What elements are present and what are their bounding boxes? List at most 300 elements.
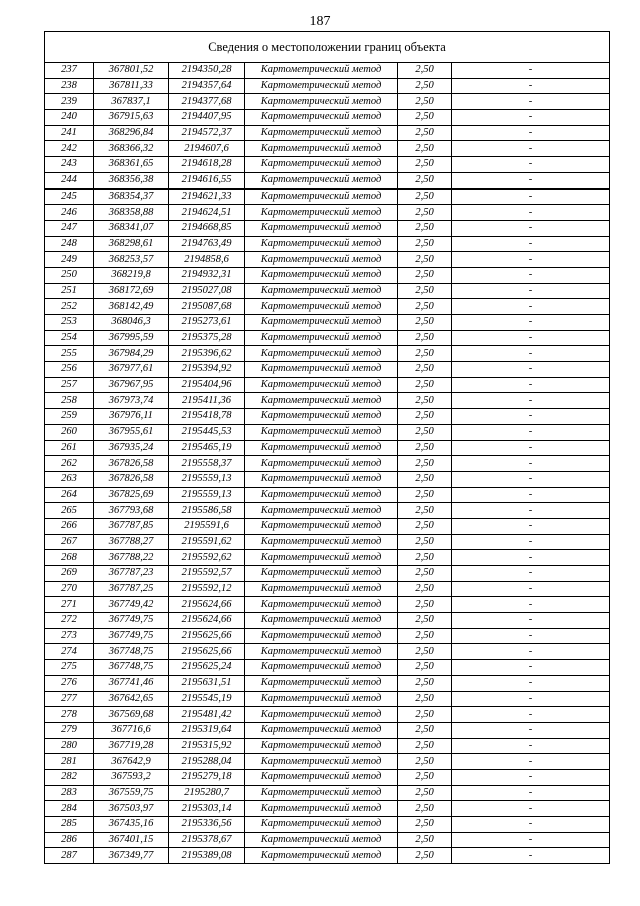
table-row [45, 267, 610, 283]
x-coordinate-cell: 367837,1 [94, 94, 169, 110]
method-cell: Картометрический метод [245, 440, 398, 456]
y-coordinate-cell: 2195625,66 [169, 628, 245, 644]
table-row [45, 283, 610, 299]
description-cell: - [452, 63, 610, 79]
description-cell: - [452, 848, 610, 864]
table-row [45, 801, 610, 817]
table-row [45, 456, 610, 472]
x-coordinate-cell: 368298,61 [94, 236, 169, 252]
table-row [45, 691, 610, 707]
point-number-cell: 262 [45, 456, 94, 472]
y-coordinate-cell: 2195624,66 [169, 613, 245, 629]
method-cell: Картометрический метод [245, 299, 398, 315]
y-coordinate-cell: 2194618,28 [169, 157, 245, 173]
accuracy-cell: 2,50 [398, 252, 452, 268]
point-number-cell: 251 [45, 283, 94, 299]
x-coordinate-cell: 367503,97 [94, 801, 169, 817]
method-cell: Картометрический метод [245, 393, 398, 409]
accuracy-cell: 2,50 [398, 189, 452, 205]
accuracy-cell: 2,50 [398, 722, 452, 738]
method-cell: Картометрический метод [245, 487, 398, 503]
method-cell: Картометрический метод [245, 189, 398, 205]
method-cell: Картометрический метод [245, 550, 398, 566]
accuracy-cell: 2,50 [398, 691, 452, 707]
accuracy-cell: 2,50 [398, 675, 452, 691]
table-row [45, 205, 610, 221]
description-cell: - [452, 471, 610, 487]
y-coordinate-cell: 2194357,64 [169, 78, 245, 94]
y-coordinate-cell: 2195481,42 [169, 707, 245, 723]
y-coordinate-cell: 2195378,67 [169, 832, 245, 848]
table-header-row [45, 32, 610, 63]
description-cell: - [452, 110, 610, 126]
y-coordinate-cell: 2195586,58 [169, 503, 245, 519]
description-cell: - [452, 236, 610, 252]
y-coordinate-cell: 2194668,85 [169, 220, 245, 236]
method-cell: Картометрический метод [245, 848, 398, 864]
table-title: Сведения о местоположении границ объекта [45, 32, 610, 63]
description-cell: - [452, 157, 610, 173]
x-coordinate-cell: 368366,32 [94, 141, 169, 157]
table-row [45, 660, 610, 676]
description-cell: - [452, 409, 610, 425]
accuracy-cell: 2,50 [398, 362, 452, 378]
description-cell: - [452, 613, 610, 629]
x-coordinate-cell: 367741,46 [94, 675, 169, 691]
x-coordinate-cell: 367719,28 [94, 738, 169, 754]
description-cell: - [452, 503, 610, 519]
description-cell: - [452, 172, 610, 188]
y-coordinate-cell: 2195591,6 [169, 518, 245, 534]
method-cell: Картометрический метод [245, 817, 398, 833]
description-cell: - [452, 754, 610, 770]
table-row [45, 707, 610, 723]
point-number-cell: 278 [45, 707, 94, 723]
x-coordinate-cell: 367593,2 [94, 769, 169, 785]
table-row [45, 581, 610, 597]
description-cell: - [452, 299, 610, 315]
description-cell: - [452, 832, 610, 848]
method-cell: Картометрический метод [245, 660, 398, 676]
description-cell: - [452, 189, 610, 205]
y-coordinate-cell: 2194763,49 [169, 236, 245, 252]
table-row [45, 848, 610, 864]
table-row [45, 362, 610, 378]
accuracy-cell: 2,50 [398, 220, 452, 236]
table-body [45, 63, 610, 864]
accuracy-cell: 2,50 [398, 424, 452, 440]
accuracy-cell: 2,50 [398, 754, 452, 770]
x-coordinate-cell: 367642,65 [94, 691, 169, 707]
point-number-cell: 264 [45, 487, 94, 503]
table-row [45, 487, 610, 503]
point-number-cell: 238 [45, 78, 94, 94]
accuracy-cell: 2,50 [398, 848, 452, 864]
table-row [45, 125, 610, 141]
x-coordinate-cell: 367559,75 [94, 785, 169, 801]
x-coordinate-cell: 367826,58 [94, 471, 169, 487]
y-coordinate-cell: 2194607,6 [169, 141, 245, 157]
table-row [45, 299, 610, 315]
x-coordinate-cell: 368296,84 [94, 125, 169, 141]
method-cell: Картометрический метод [245, 424, 398, 440]
table-row [45, 597, 610, 613]
method-cell: Картометрический метод [245, 722, 398, 738]
method-cell: Картометрический метод [245, 330, 398, 346]
accuracy-cell: 2,50 [398, 801, 452, 817]
x-coordinate-cell: 367748,75 [94, 644, 169, 660]
y-coordinate-cell: 2195303,14 [169, 801, 245, 817]
table-row [45, 172, 610, 188]
point-number-cell: 253 [45, 315, 94, 331]
point-number-cell: 252 [45, 299, 94, 315]
point-number-cell: 249 [45, 252, 94, 268]
y-coordinate-cell: 2194377,68 [169, 94, 245, 110]
method-cell: Картометрический метод [245, 94, 398, 110]
description-cell: - [452, 456, 610, 472]
point-number-cell: 258 [45, 393, 94, 409]
description-cell: - [452, 628, 610, 644]
x-coordinate-cell: 367749,42 [94, 597, 169, 613]
point-number-cell: 260 [45, 424, 94, 440]
method-cell: Картометрический метод [245, 785, 398, 801]
point-number-cell: 240 [45, 110, 94, 126]
table-row [45, 550, 610, 566]
accuracy-cell: 2,50 [398, 518, 452, 534]
y-coordinate-cell: 2195273,61 [169, 315, 245, 331]
y-coordinate-cell: 2195559,13 [169, 471, 245, 487]
description-cell: - [452, 283, 610, 299]
point-number-cell: 282 [45, 769, 94, 785]
y-coordinate-cell: 2194407,95 [169, 110, 245, 126]
y-coordinate-cell: 2195027,08 [169, 283, 245, 299]
description-cell: - [452, 78, 610, 94]
x-coordinate-cell: 368046,3 [94, 315, 169, 331]
description-cell: - [452, 817, 610, 833]
table-row [45, 644, 610, 660]
description-cell: - [452, 801, 610, 817]
accuracy-cell: 2,50 [398, 581, 452, 597]
point-number-cell: 250 [45, 267, 94, 283]
y-coordinate-cell: 2195591,62 [169, 534, 245, 550]
point-number-cell: 265 [45, 503, 94, 519]
description-cell: - [452, 94, 610, 110]
table-row [45, 94, 610, 110]
accuracy-cell: 2,50 [398, 550, 452, 566]
table-row [45, 566, 610, 582]
accuracy-cell: 2,50 [398, 78, 452, 94]
y-coordinate-cell: 2195394,92 [169, 362, 245, 378]
method-cell: Картометрический метод [245, 377, 398, 393]
description-cell: - [452, 738, 610, 754]
accuracy-cell: 2,50 [398, 785, 452, 801]
accuracy-cell: 2,50 [398, 613, 452, 629]
x-coordinate-cell: 367401,15 [94, 832, 169, 848]
point-number-cell: 270 [45, 581, 94, 597]
method-cell: Картометрический метод [245, 315, 398, 331]
accuracy-cell: 2,50 [398, 487, 452, 503]
point-number-cell: 239 [45, 94, 94, 110]
point-number-cell: 275 [45, 660, 94, 676]
description-cell: - [452, 205, 610, 221]
method-cell: Картометрический метод [245, 769, 398, 785]
y-coordinate-cell: 2195315,92 [169, 738, 245, 754]
description-cell: - [452, 597, 610, 613]
point-number-cell: 267 [45, 534, 94, 550]
accuracy-cell: 2,50 [398, 172, 452, 188]
description-cell: - [452, 440, 610, 456]
accuracy-cell: 2,50 [398, 267, 452, 283]
accuracy-cell: 2,50 [398, 628, 452, 644]
y-coordinate-cell: 2195625,24 [169, 660, 245, 676]
method-cell: Картометрический метод [245, 220, 398, 236]
y-coordinate-cell: 2195465,19 [169, 440, 245, 456]
table-row [45, 754, 610, 770]
x-coordinate-cell: 367749,75 [94, 628, 169, 644]
accuracy-cell: 2,50 [398, 377, 452, 393]
table-row [45, 141, 610, 157]
accuracy-cell: 2,50 [398, 738, 452, 754]
table-row [45, 424, 610, 440]
accuracy-cell: 2,50 [398, 503, 452, 519]
x-coordinate-cell: 367787,25 [94, 581, 169, 597]
accuracy-cell: 2,50 [398, 330, 452, 346]
accuracy-cell: 2,50 [398, 817, 452, 833]
point-number-cell: 274 [45, 644, 94, 660]
x-coordinate-cell: 367788,22 [94, 550, 169, 566]
method-cell: Картометрический метод [245, 644, 398, 660]
table-row [45, 220, 610, 236]
point-number-cell: 248 [45, 236, 94, 252]
method-cell: Картометрический метод [245, 754, 398, 770]
accuracy-cell: 2,50 [398, 346, 452, 362]
x-coordinate-cell: 367935,24 [94, 440, 169, 456]
description-cell: - [452, 362, 610, 378]
page-number: 187 [309, 14, 331, 29]
method-cell: Картометрический метод [245, 675, 398, 691]
point-number-cell: 256 [45, 362, 94, 378]
y-coordinate-cell: 2195559,13 [169, 487, 245, 503]
x-coordinate-cell: 368341,07 [94, 220, 169, 236]
point-number-cell: 263 [45, 471, 94, 487]
method-cell: Картометрический метод [245, 628, 398, 644]
y-coordinate-cell: 2195418,78 [169, 409, 245, 425]
description-cell: - [452, 691, 610, 707]
method-cell: Картометрический метод [245, 409, 398, 425]
point-number-cell: 246 [45, 205, 94, 221]
method-cell: Картометрический метод [245, 172, 398, 188]
y-coordinate-cell: 2195279,18 [169, 769, 245, 785]
point-number-cell: 266 [45, 518, 94, 534]
method-cell: Картометрический метод [245, 283, 398, 299]
accuracy-cell: 2,50 [398, 597, 452, 613]
point-number-cell: 285 [45, 817, 94, 833]
table-row [45, 157, 610, 173]
method-cell: Картометрический метод [245, 613, 398, 629]
description-cell: - [452, 550, 610, 566]
y-coordinate-cell: 2195592,62 [169, 550, 245, 566]
point-number-cell: 244 [45, 172, 94, 188]
method-cell: Картометрический метод [245, 205, 398, 221]
accuracy-cell: 2,50 [398, 534, 452, 550]
description-cell: - [452, 769, 610, 785]
x-coordinate-cell: 368219,8 [94, 267, 169, 283]
point-number-cell: 281 [45, 754, 94, 770]
y-coordinate-cell: 2195375,28 [169, 330, 245, 346]
method-cell: Картометрический метод [245, 110, 398, 126]
table-row [45, 440, 610, 456]
table-row [45, 346, 610, 362]
x-coordinate-cell: 367826,58 [94, 456, 169, 472]
x-coordinate-cell: 368172,69 [94, 283, 169, 299]
description-cell: - [452, 330, 610, 346]
y-coordinate-cell: 2195624,66 [169, 597, 245, 613]
accuracy-cell: 2,50 [398, 440, 452, 456]
accuracy-cell: 2,50 [398, 110, 452, 126]
table-row [45, 236, 610, 252]
y-coordinate-cell: 2195280,7 [169, 785, 245, 801]
x-coordinate-cell: 368356,38 [94, 172, 169, 188]
description-cell: - [452, 487, 610, 503]
table-row [45, 471, 610, 487]
table-row [45, 613, 610, 629]
table-row [45, 817, 610, 833]
point-number-cell: 237 [45, 63, 94, 79]
description-cell: - [452, 566, 610, 582]
y-coordinate-cell: 2194624,51 [169, 205, 245, 221]
table-row [45, 534, 610, 550]
table-row [45, 675, 610, 691]
method-cell: Картометрический метод [245, 157, 398, 173]
accuracy-cell: 2,50 [398, 315, 452, 331]
accuracy-cell: 2,50 [398, 125, 452, 141]
x-coordinate-cell: 367811,33 [94, 78, 169, 94]
y-coordinate-cell: 2195087,68 [169, 299, 245, 315]
description-cell: - [452, 141, 610, 157]
point-number-cell: 272 [45, 613, 94, 629]
point-number-cell: 279 [45, 722, 94, 738]
x-coordinate-cell: 367801,52 [94, 63, 169, 79]
table-row [45, 503, 610, 519]
boundary-table [44, 31, 610, 864]
table-row [45, 769, 610, 785]
description-cell: - [452, 722, 610, 738]
method-cell: Картометрический метод [245, 125, 398, 141]
y-coordinate-cell: 2195336,56 [169, 817, 245, 833]
point-number-cell: 245 [45, 189, 94, 205]
x-coordinate-cell: 367793,68 [94, 503, 169, 519]
x-coordinate-cell: 367976,11 [94, 409, 169, 425]
point-number-cell: 269 [45, 566, 94, 582]
description-cell: - [452, 644, 610, 660]
method-cell: Картометрический метод [245, 581, 398, 597]
point-number-cell: 283 [45, 785, 94, 801]
x-coordinate-cell: 367716,6 [94, 722, 169, 738]
accuracy-cell: 2,50 [398, 660, 452, 676]
y-coordinate-cell: 2195445,53 [169, 424, 245, 440]
y-coordinate-cell: 2195625,66 [169, 644, 245, 660]
accuracy-cell: 2,50 [398, 236, 452, 252]
table-row [45, 628, 610, 644]
point-number-cell: 277 [45, 691, 94, 707]
x-coordinate-cell: 367435,16 [94, 817, 169, 833]
point-number-cell: 287 [45, 848, 94, 864]
accuracy-cell: 2,50 [398, 832, 452, 848]
y-coordinate-cell: 2194572,37 [169, 125, 245, 141]
description-cell: - [452, 785, 610, 801]
point-number-cell: 241 [45, 125, 94, 141]
y-coordinate-cell: 2194621,33 [169, 189, 245, 205]
y-coordinate-cell: 2195592,57 [169, 566, 245, 582]
y-coordinate-cell: 2195411,36 [169, 393, 245, 409]
point-number-cell: 271 [45, 597, 94, 613]
table-row [45, 252, 610, 268]
accuracy-cell: 2,50 [398, 94, 452, 110]
accuracy-cell: 2,50 [398, 63, 452, 79]
x-coordinate-cell: 367349,77 [94, 848, 169, 864]
x-coordinate-cell: 367748,75 [94, 660, 169, 676]
x-coordinate-cell: 367642,9 [94, 754, 169, 770]
method-cell: Картометрический метод [245, 707, 398, 723]
x-coordinate-cell: 367973,74 [94, 393, 169, 409]
method-cell: Картометрический метод [245, 346, 398, 362]
table-row [45, 738, 610, 754]
accuracy-cell: 2,50 [398, 471, 452, 487]
method-cell: Картометрический метод [245, 832, 398, 848]
accuracy-cell: 2,50 [398, 299, 452, 315]
point-number-cell: 280 [45, 738, 94, 754]
x-coordinate-cell: 367977,61 [94, 362, 169, 378]
x-coordinate-cell: 368253,57 [94, 252, 169, 268]
y-coordinate-cell: 2195288,04 [169, 754, 245, 770]
table-row [45, 189, 610, 205]
accuracy-cell: 2,50 [398, 769, 452, 785]
y-coordinate-cell: 2194858,6 [169, 252, 245, 268]
accuracy-cell: 2,50 [398, 456, 452, 472]
description-cell: - [452, 534, 610, 550]
description-cell: - [452, 393, 610, 409]
y-coordinate-cell: 2195404,96 [169, 377, 245, 393]
point-number-cell: 243 [45, 157, 94, 173]
table-row [45, 393, 610, 409]
point-number-cell: 254 [45, 330, 94, 346]
point-number-cell: 268 [45, 550, 94, 566]
method-cell: Картометрический метод [245, 503, 398, 519]
description-cell: - [452, 424, 610, 440]
y-coordinate-cell: 2195389,08 [169, 848, 245, 864]
table-row [45, 330, 610, 346]
method-cell: Картометрический метод [245, 471, 398, 487]
description-cell: - [452, 252, 610, 268]
x-coordinate-cell: 368358,88 [94, 205, 169, 221]
point-number-cell: 259 [45, 409, 94, 425]
y-coordinate-cell: 2195558,37 [169, 456, 245, 472]
accuracy-cell: 2,50 [398, 644, 452, 660]
point-number-cell: 261 [45, 440, 94, 456]
description-cell: - [452, 267, 610, 283]
point-number-cell: 247 [45, 220, 94, 236]
accuracy-cell: 2,50 [398, 141, 452, 157]
y-coordinate-cell: 2195396,62 [169, 346, 245, 362]
y-coordinate-cell: 2195319,64 [169, 722, 245, 738]
table-row [45, 409, 610, 425]
x-coordinate-cell: 368354,37 [94, 189, 169, 205]
y-coordinate-cell: 2194350,28 [169, 63, 245, 79]
accuracy-cell: 2,50 [398, 566, 452, 582]
method-cell: Картометрический метод [245, 456, 398, 472]
y-coordinate-cell: 2195631,51 [169, 675, 245, 691]
x-coordinate-cell: 367984,29 [94, 346, 169, 362]
